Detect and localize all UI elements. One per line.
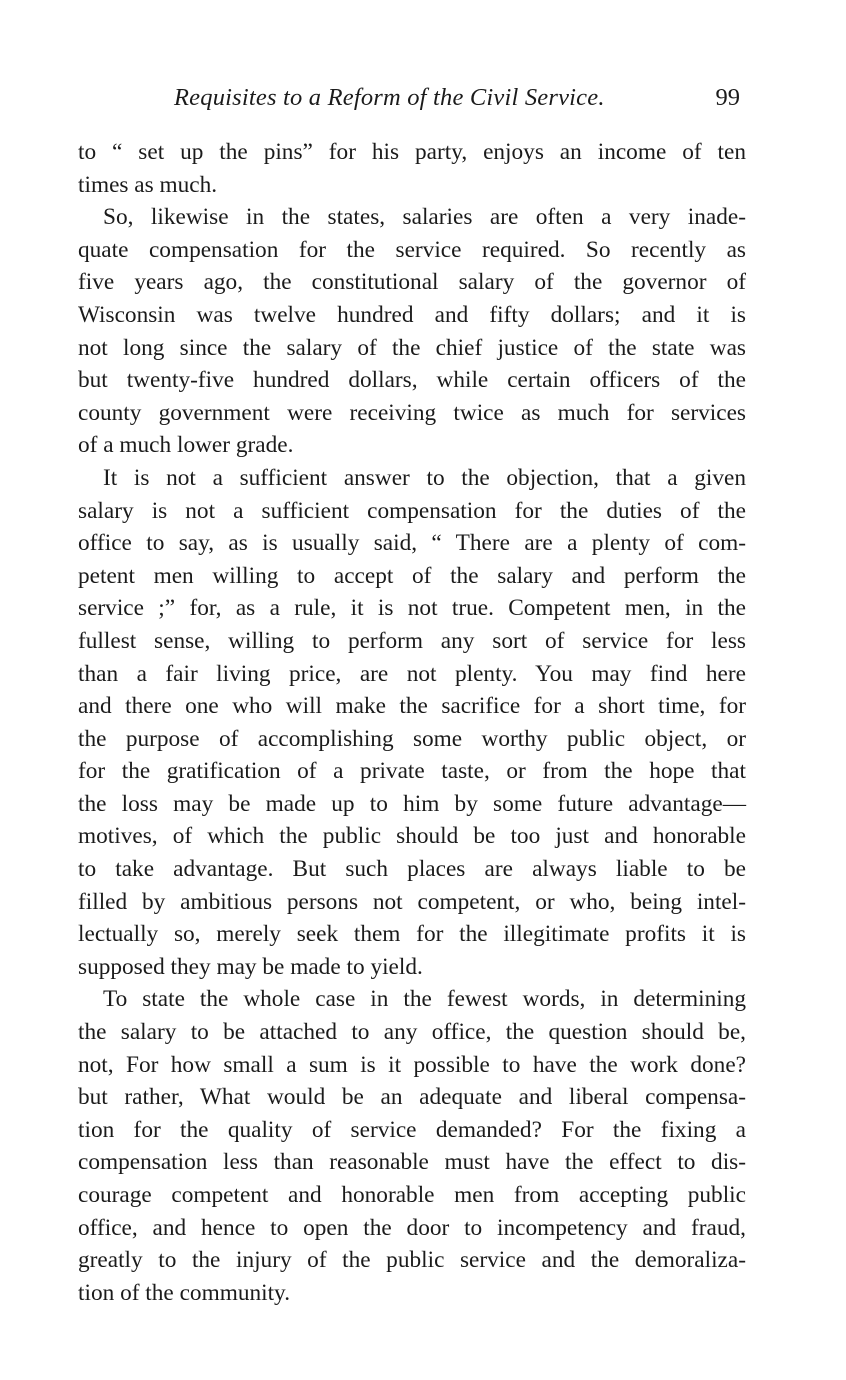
text-line: office, and hence to open the door to incompetency and fraud, <box>78 1214 746 1241</box>
text-line: the salary to be attached to any office, the question should be, <box>78 1019 746 1046</box>
text-line: and there one who will make the sacrifice for a short time, for <box>78 693 746 720</box>
text-line: of a much lower grade. <box>78 432 294 459</box>
text-line: courage competent and honorable men from accepting public <box>78 1182 746 1208</box>
text-line: lectually so, merely seek them for the illegitimate profits it is <box>78 921 746 948</box>
body-text <box>78 136 746 1309</box>
text-line: service ;” for, as a rule, it is not true. Competent men, in the <box>78 595 746 622</box>
text-line: It is not a sufficient answer to the objection, that a given <box>103 464 746 491</box>
paragraph-1 <box>78 136 746 201</box>
paragraph-3 <box>78 462 746 984</box>
text-line: but rather, What would be an adequate and liberal compensa- <box>78 1084 746 1111</box>
text-line: the loss may be made up to him by some future advantage— <box>78 790 746 817</box>
text-line: the purpose of accomplishing some worthy public object, or <box>78 725 746 752</box>
text-line: greatly to the injury of the public service and the demoraliza- <box>78 1247 746 1274</box>
text-line: So, likewise in the states, salaries are often a very inade- <box>103 204 746 231</box>
running-head <box>78 80 746 116</box>
text-line: tion of the community. <box>78 1279 291 1306</box>
text-line: to “ set up the pins” for his party, enjoys an income of ten <box>78 139 746 165</box>
text-line: county government were receiving twice as much for services <box>78 399 746 426</box>
paragraph-2 <box>78 201 746 462</box>
paragraph-4 <box>78 983 746 1309</box>
text-line: To state the whole case in the fewest words, in determining <box>103 986 746 1013</box>
running-title: Requisites to a Reform of the Civil Service. <box>174 84 605 111</box>
text-line: filled by ambitious persons not competent, or who, being intel- <box>78 888 746 915</box>
text-line: motives, of which the public should be too just and honorable <box>78 823 746 850</box>
text-line: compensation less than reasonable must have the effect to dis- <box>78 1149 746 1176</box>
text-line: but twenty-five hundred dollars, while certain officers of the <box>78 367 746 394</box>
text-line: for the gratification of a private taste, or from the hope that <box>78 758 746 785</box>
text-line: salary is not a sufficient compensation for the duties of the <box>78 497 746 524</box>
text-line: not long since the salary of the chief justice of the state was <box>78 334 746 361</box>
page-number: 99 <box>715 84 740 111</box>
text-line: times as much. <box>78 171 218 198</box>
text-line: than a fair living price, are not plenty. You may find here <box>78 660 746 687</box>
text-line: not, For how small a sum is it possible to have the work done? <box>78 1051 746 1078</box>
text-line: quate compensation for the service required. So recently as <box>78 236 746 263</box>
text-line: petent men willing to accept of the salary and perform the <box>78 562 746 589</box>
text-line: five years ago, the constitutional salary of the governor of <box>78 269 746 296</box>
text-line: tion for the quality of service demanded? For the fixing a <box>78 1116 746 1143</box>
text-line: fullest sense, willing to perform any sort of service for less <box>78 627 746 654</box>
text-line: to take advantage. But such places are always liable to be <box>78 856 746 883</box>
text-line: office to say, as is usually said, “ There are a plenty of com- <box>78 530 746 557</box>
text-line: supposed they may be made to yield. <box>78 953 423 980</box>
text-line: Wisconsin was twelve hundred and fifty dollars; and it is <box>78 301 746 328</box>
